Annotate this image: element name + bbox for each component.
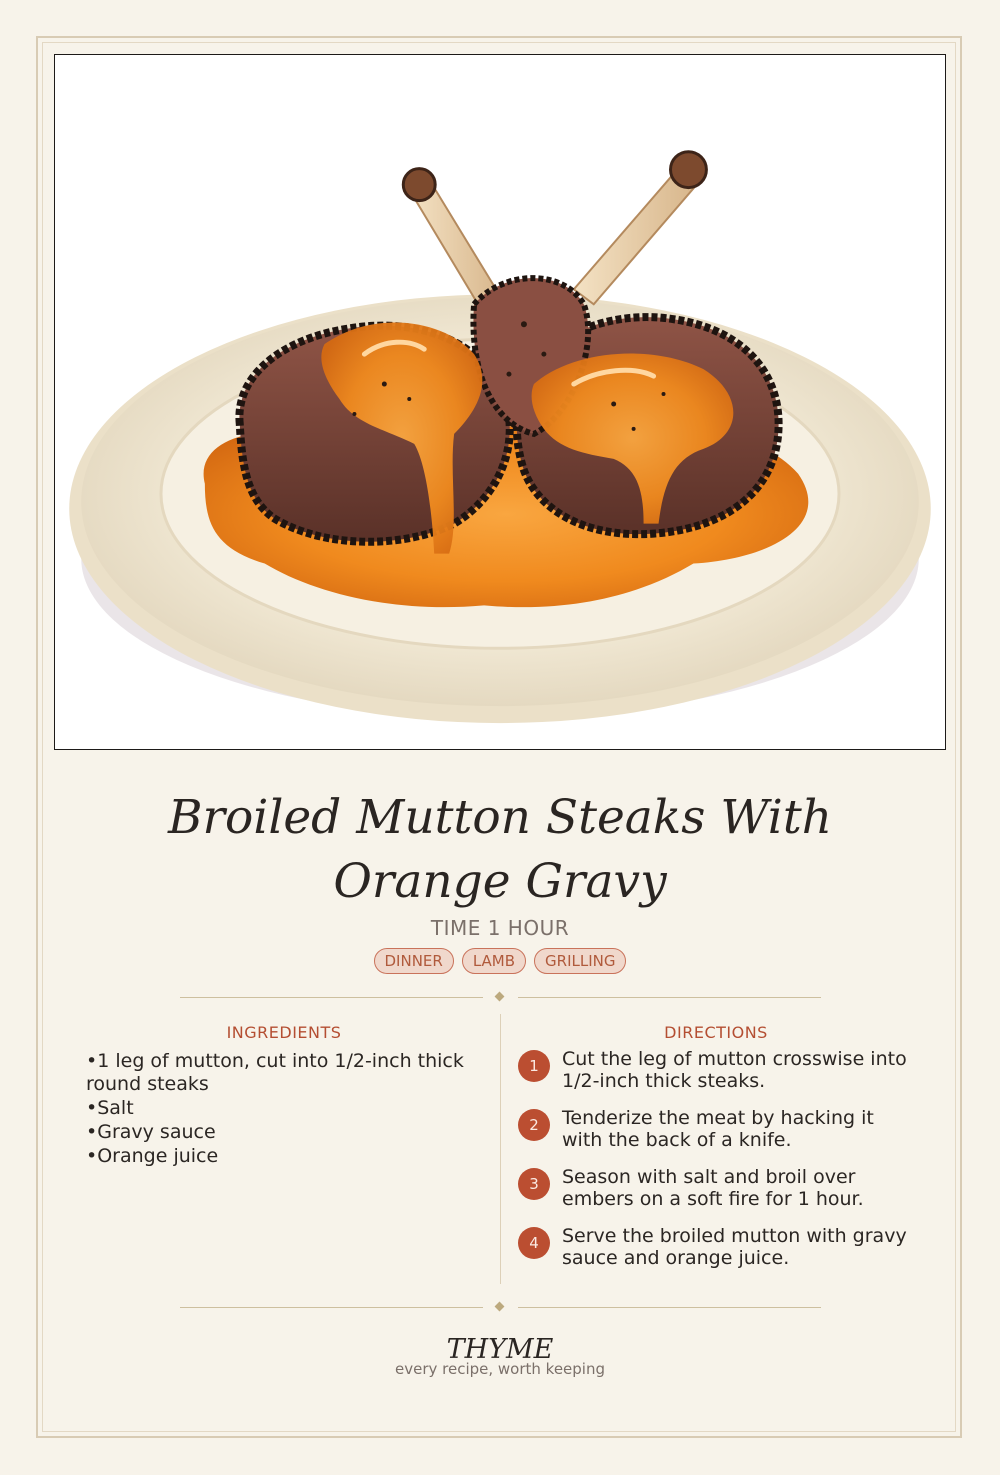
divider-top-right xyxy=(518,997,821,998)
step-number-badge: 2 xyxy=(518,1109,550,1141)
tag-list xyxy=(0,948,1000,974)
step-text: Season with salt and broil over embers on a soft fire for 1 hour. xyxy=(562,1166,864,1210)
tag-lamb[interactable]: LAMB xyxy=(462,948,526,974)
brand-name: THYME xyxy=(446,1334,554,1365)
step-text: Tenderize the meat by hacking it with the back of a knife. xyxy=(562,1107,874,1151)
ingredient-item: • Gravy sauce xyxy=(86,1121,476,1144)
step-number-badge: 1 xyxy=(518,1050,550,1082)
brand-tagline: every recipe, worth keeping xyxy=(394,1360,605,1378)
mutton-steaks-illustration xyxy=(55,55,945,749)
direction-step xyxy=(518,1107,918,1155)
direction-step xyxy=(518,1166,918,1214)
step-text: Serve the broiled mutton with gravy sauce and orange juice. xyxy=(562,1225,907,1269)
tag-dinner[interactable]: DINNER xyxy=(374,948,454,974)
tag-grilling[interactable]: GRILLING xyxy=(534,948,626,974)
divider-bottom-right xyxy=(518,1307,821,1308)
ingredient-item: • Salt xyxy=(86,1097,476,1120)
divider-top-left xyxy=(180,997,483,998)
recipe-title: Broiled Mutton Steaks With Orange Gravy xyxy=(167,790,832,909)
directions-list xyxy=(518,1048,918,1284)
divider-bottom-left xyxy=(180,1307,483,1308)
hero-illustration xyxy=(54,54,946,750)
ingredients-list xyxy=(86,1050,476,1169)
step-number-badge: 3 xyxy=(518,1168,550,1200)
direction-step xyxy=(518,1225,918,1273)
column-divider xyxy=(500,1014,501,1284)
direction-step xyxy=(518,1048,918,1096)
recipe-time: TIME 1 HOUR xyxy=(430,916,570,940)
ingredient-item: • Orange juice xyxy=(86,1145,476,1168)
ingredients-heading: INGREDIENTS xyxy=(226,1023,342,1042)
directions-heading: DIRECTIONS xyxy=(664,1023,768,1042)
step-text: Cut the leg of mutton crosswise into 1/2-inch thick steaks. xyxy=(562,1048,907,1092)
ingredient-item: • 1 leg of mutton, cut into 1/2-inch thick round steaks xyxy=(86,1050,476,1096)
step-number-badge: 4 xyxy=(518,1227,550,1259)
